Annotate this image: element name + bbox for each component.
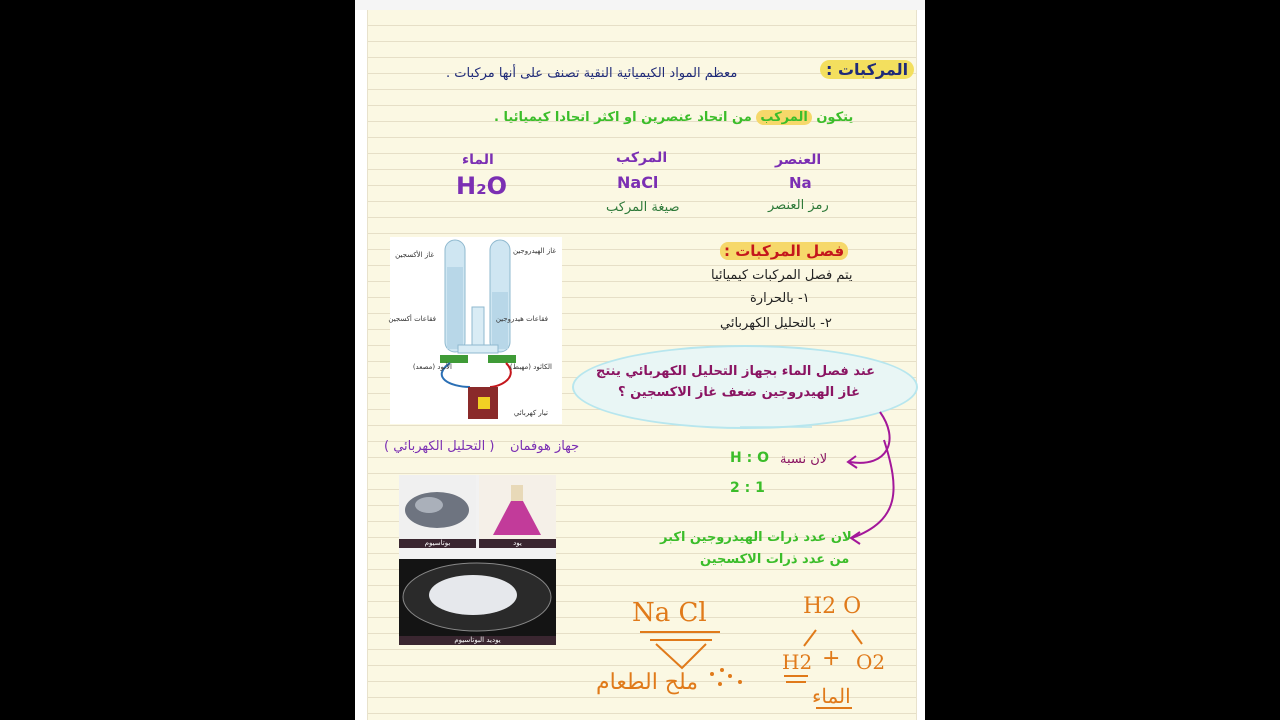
handwritten-salt: ملح الطعام: [596, 670, 699, 695]
apparatus-caption-main: جهاز هوفمان: [510, 439, 580, 454]
definition-text: يتكون المركب من اتحاد عنصرين او اكثر اتحادا كيميائيا .: [494, 110, 854, 125]
separation-line1: يتم فصل المركبات كيميائيا: [711, 268, 853, 283]
label-cathode: الكاثود (مهبط): [509, 363, 552, 371]
element-title: العنصر: [775, 152, 822, 168]
water-title: الماء: [462, 152, 494, 168]
ratio-values: 2 : 1: [730, 480, 765, 496]
element-caption: رمز العنصر: [768, 198, 829, 213]
handwritten-o2: O2: [856, 650, 886, 674]
iodine-caption: يود: [479, 539, 556, 548]
label-anode: الأنود (مصعد): [412, 363, 452, 371]
separation-line2: ١- بالحرارة: [750, 291, 810, 306]
compound-title: المركب: [616, 150, 668, 166]
compound-caption: صيغة المركب: [606, 200, 680, 215]
separation-title: فصل المركبات :: [720, 242, 848, 260]
reason-line2: من عدد ذرات الاكسجين: [700, 552, 850, 567]
compound-formula: NaCl: [617, 173, 659, 192]
handwritten-water: الماء: [812, 684, 851, 708]
apparatus-caption-paren: ( التحليل الكهربائي ): [384, 439, 495, 454]
kI-caption: يوديد البوتاسيوم: [399, 636, 556, 645]
question-line2: غاز الهيدروجين ضعف غاز الاكسجين ؟: [618, 385, 861, 400]
handwritten-h2: H2: [782, 650, 813, 674]
label-oxygen-gas: غاز الأكسجين: [395, 251, 434, 259]
separation-line3: ٢- بالتحليل الكهربائي: [720, 316, 832, 331]
handwritten-plus: +: [822, 646, 841, 671]
ratio-label: لان نسبة: [780, 452, 828, 467]
ratio-letters: H : O: [730, 450, 769, 466]
water-formula: H₂O: [456, 172, 507, 200]
label-hydrogen-gas: غاز الهيدروجين: [512, 247, 556, 255]
intro-text: معظم المواد الكيميائية النقية تصنف على أنها مركبات .: [446, 66, 738, 81]
question-line1: عند فصل الماء بجهاز التحليل الكهربائي ينتج: [596, 364, 876, 379]
label-oxygen-bubbles: فقاعات أكسجين: [388, 315, 436, 323]
element-formula: Na: [789, 174, 812, 192]
handwritten-h2o: H2 O: [803, 594, 862, 619]
reason-line1: لان عدد ذرات الهيدروجين اكبر: [660, 530, 852, 545]
section-title: المركبات :: [820, 60, 914, 79]
label-hydrogen-bubbles: فقاعات هيدروجين: [495, 315, 548, 323]
handwritten-nacl: Na Cl: [632, 598, 707, 628]
label-current: تيار كهربائي: [513, 409, 548, 417]
potassium-caption: بوتاسيوم: [399, 539, 476, 548]
